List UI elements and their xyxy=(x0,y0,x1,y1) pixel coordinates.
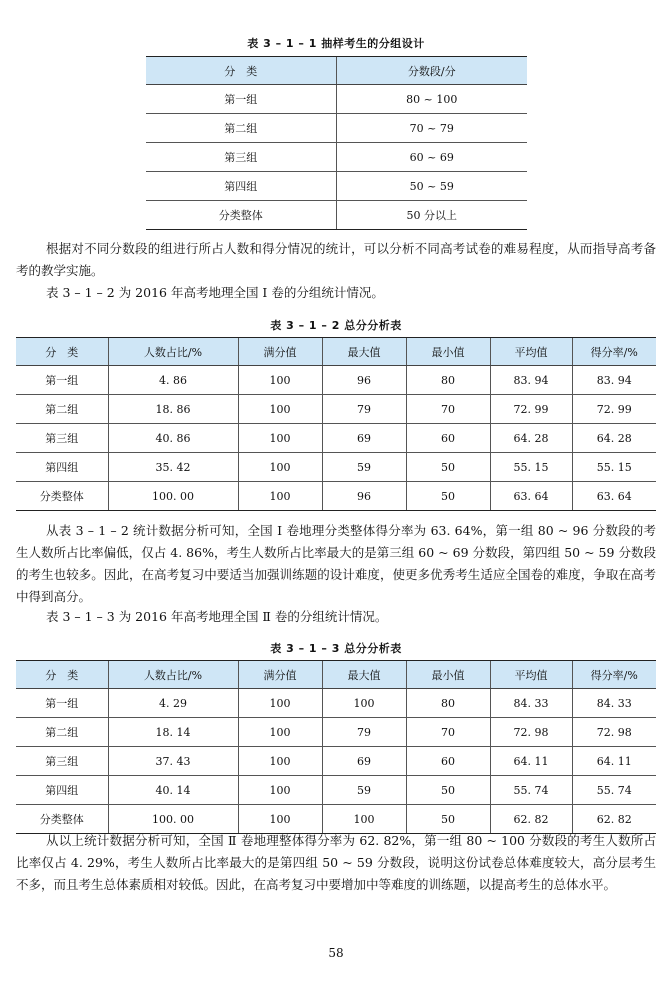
table-cell: 100 xyxy=(238,805,322,834)
table-row xyxy=(146,143,527,172)
table-cell: 分类整体 xyxy=(16,805,108,834)
table-cell: 55. 74 xyxy=(490,776,572,805)
table-cell: 50 分以上 xyxy=(336,201,527,230)
table2-header-min: 最小值 xyxy=(406,338,490,366)
table-cell: 50 xyxy=(406,776,490,805)
table-cell: 第四组 xyxy=(16,453,108,482)
table-cell: 83. 94 xyxy=(490,366,572,395)
table-cell: 64. 11 xyxy=(490,747,572,776)
table-cell: 63. 64 xyxy=(490,482,572,511)
table-cell: 第三组 xyxy=(146,143,336,172)
table2-header-max: 最大值 xyxy=(322,338,406,366)
table3-header-max: 最大值 xyxy=(322,661,406,689)
table-cell: 100 xyxy=(238,689,322,718)
table-cell: 分类整体 xyxy=(16,482,108,511)
table2 xyxy=(16,337,656,511)
table-cell: 50 xyxy=(406,453,490,482)
table-cell: 100 xyxy=(238,424,322,453)
paragraph-table3-analysis: 从以上统计数据分析可知，全国 Ⅱ 卷地理整体得分率为 62. 82%，第一组 80 ~ 100 分数段的考生人数所占比率仅占 4. 29%，考生人数所占比率最大的是第四组 50 ~ 59 分数段，说明这份试卷总体难度较大，高分层考生不多，而且考生总体素质相对较低。因此，在高考复习中要增加中等难度的训练题，以提高考生的总体水平。 xyxy=(16,833,656,892)
table-cell: 80 xyxy=(406,366,490,395)
table-row xyxy=(16,689,656,718)
table-cell: 分类整体 xyxy=(146,201,336,230)
table-cell: 79 xyxy=(322,395,406,424)
table-cell: 100 xyxy=(238,453,322,482)
table-cell: 84. 33 xyxy=(490,689,572,718)
table-cell: 84. 33 xyxy=(572,689,656,718)
table-cell: 59 xyxy=(322,776,406,805)
table3-header-proportion: 人数占比/% xyxy=(108,661,238,689)
table-cell: 100 xyxy=(238,395,322,424)
table3-header-mean: 平均值 xyxy=(490,661,572,689)
table-cell: 100. 00 xyxy=(108,482,238,511)
table-cell: 72. 99 xyxy=(572,395,656,424)
table-cell: 60 xyxy=(406,424,490,453)
table2-header-full-score: 满分值 xyxy=(238,338,322,366)
table-cell: 100 xyxy=(238,366,322,395)
table-cell: 69 xyxy=(322,424,406,453)
table-cell: 50 ~ 59 xyxy=(336,172,527,201)
table3-caption: 表 3 – 1 – 3 总分分析表 xyxy=(270,642,402,655)
table-cell: 62. 82 xyxy=(572,805,656,834)
table-cell: 第二组 xyxy=(146,114,336,143)
table-cell: 50 xyxy=(406,805,490,834)
table-row xyxy=(146,172,527,201)
table3-header-category: 分 类 xyxy=(16,661,108,689)
table-cell: 72. 98 xyxy=(572,718,656,747)
table-cell: 70 xyxy=(406,395,490,424)
table-cell: 40. 14 xyxy=(108,776,238,805)
table-cell: 第三组 xyxy=(16,747,108,776)
table-cell: 第四组 xyxy=(146,172,336,201)
table-cell: 37. 43 xyxy=(108,747,238,776)
table-row xyxy=(16,366,656,395)
paragraph-table2-analysis: 从表 3 – 1 – 2 统计数据分析可知，全国 Ⅰ 卷地理分类整体得分率为 63. 64%，第一组 80 ~ 96 分数段的考生人数所占比率偏低，仅占 4. 86%，考生人数所占比率最大的是第三组 60 ~ 69 分数段，第四组 50 ~ 59 分数段的考生也较多。因此，在高考复习中要适当加强训练题的设计难度，使更多优秀考生适应全国卷的难度，争取在高考中得到高分。 xyxy=(16,523,656,604)
table-row xyxy=(16,482,656,511)
table-cell: 70 ~ 79 xyxy=(336,114,527,143)
paragraph-table2-intro: 表 3 – 1 – 2 为 2016 年高考地理全国 Ⅰ 卷的分组统计情况。 xyxy=(46,285,384,300)
table3-header-min: 最小值 xyxy=(406,661,490,689)
table-row xyxy=(146,114,527,143)
table1-header-score-range: 分数段/分 xyxy=(336,57,527,85)
table-cell: 40. 86 xyxy=(108,424,238,453)
table-cell: 100 xyxy=(238,747,322,776)
table-cell: 79 xyxy=(322,718,406,747)
table-row xyxy=(16,453,656,482)
table-row xyxy=(16,424,656,453)
page-number: 58 xyxy=(328,946,344,960)
table-cell: 100 xyxy=(238,718,322,747)
table3-header-score-rate: 得分率/% xyxy=(572,661,656,689)
table-cell: 55. 15 xyxy=(490,453,572,482)
table-cell: 100 xyxy=(322,689,406,718)
table-cell: 35. 42 xyxy=(108,453,238,482)
table-cell: 第一组 xyxy=(146,85,336,114)
table2-header-mean: 平均值 xyxy=(490,338,572,366)
table-cell: 第三组 xyxy=(16,424,108,453)
table-cell: 83. 94 xyxy=(572,366,656,395)
paragraph-table3-intro: 表 3 – 1 – 3 为 2016 年高考地理全国 Ⅱ 卷的分组统计情况。 xyxy=(46,609,388,624)
table-cell: 63. 64 xyxy=(572,482,656,511)
table3-header-full-score: 满分值 xyxy=(238,661,322,689)
table-cell: 69 xyxy=(322,747,406,776)
table-cell: 第二组 xyxy=(16,395,108,424)
table2-caption: 表 3 – 1 – 2 总分分析表 xyxy=(270,319,402,332)
table-cell: 100 xyxy=(238,776,322,805)
table-cell: 96 xyxy=(322,482,406,511)
table-cell: 70 xyxy=(406,718,490,747)
paragraph-intro: 根据对不同分数段的组进行所占人数和得分情况的统计，可以分析不同高考试卷的难易程度，从而指导高考备考的教学实施。 xyxy=(16,241,656,278)
table-cell: 72. 99 xyxy=(490,395,572,424)
table-cell: 100. 00 xyxy=(108,805,238,834)
table-cell: 60 ~ 69 xyxy=(336,143,527,172)
table-cell: 55. 74 xyxy=(572,776,656,805)
table-cell: 59 xyxy=(322,453,406,482)
table-cell: 第一组 xyxy=(16,689,108,718)
table-cell: 第二组 xyxy=(16,718,108,747)
table-cell: 64. 11 xyxy=(572,747,656,776)
table-cell: 100 xyxy=(322,805,406,834)
table1-caption: 表 3 – 1 – 1 抽样考生的分组设计 xyxy=(247,37,425,50)
table-cell: 64. 28 xyxy=(490,424,572,453)
table-cell: 18. 86 xyxy=(108,395,238,424)
table-row xyxy=(146,201,527,230)
table-cell: 60 xyxy=(406,747,490,776)
table-cell: 第四组 xyxy=(16,776,108,805)
table-cell: 64. 28 xyxy=(572,424,656,453)
table-cell: 80 xyxy=(406,689,490,718)
table-row xyxy=(16,776,656,805)
table-row xyxy=(16,395,656,424)
table-cell: 4. 86 xyxy=(108,366,238,395)
table-cell: 62. 82 xyxy=(490,805,572,834)
table-cell: 18. 14 xyxy=(108,718,238,747)
table-cell: 50 xyxy=(406,482,490,511)
table-cell: 第一组 xyxy=(16,366,108,395)
table-cell: 4. 29 xyxy=(108,689,238,718)
table-row xyxy=(146,85,527,114)
table1-header-category: 分 类 xyxy=(146,57,336,85)
table2-header-proportion: 人数占比/% xyxy=(108,338,238,366)
table2-header-category: 分 类 xyxy=(16,338,108,366)
table-cell: 55. 15 xyxy=(572,453,656,482)
table-cell: 96 xyxy=(322,366,406,395)
table-cell: 72. 98 xyxy=(490,718,572,747)
table-row xyxy=(16,718,656,747)
table-row xyxy=(16,747,656,776)
table-cell: 80 ~ 100 xyxy=(336,85,527,114)
table2-header-score-rate: 得分率/% xyxy=(572,338,656,366)
table1 xyxy=(146,56,527,230)
table-cell: 100 xyxy=(238,482,322,511)
table3 xyxy=(16,660,656,834)
